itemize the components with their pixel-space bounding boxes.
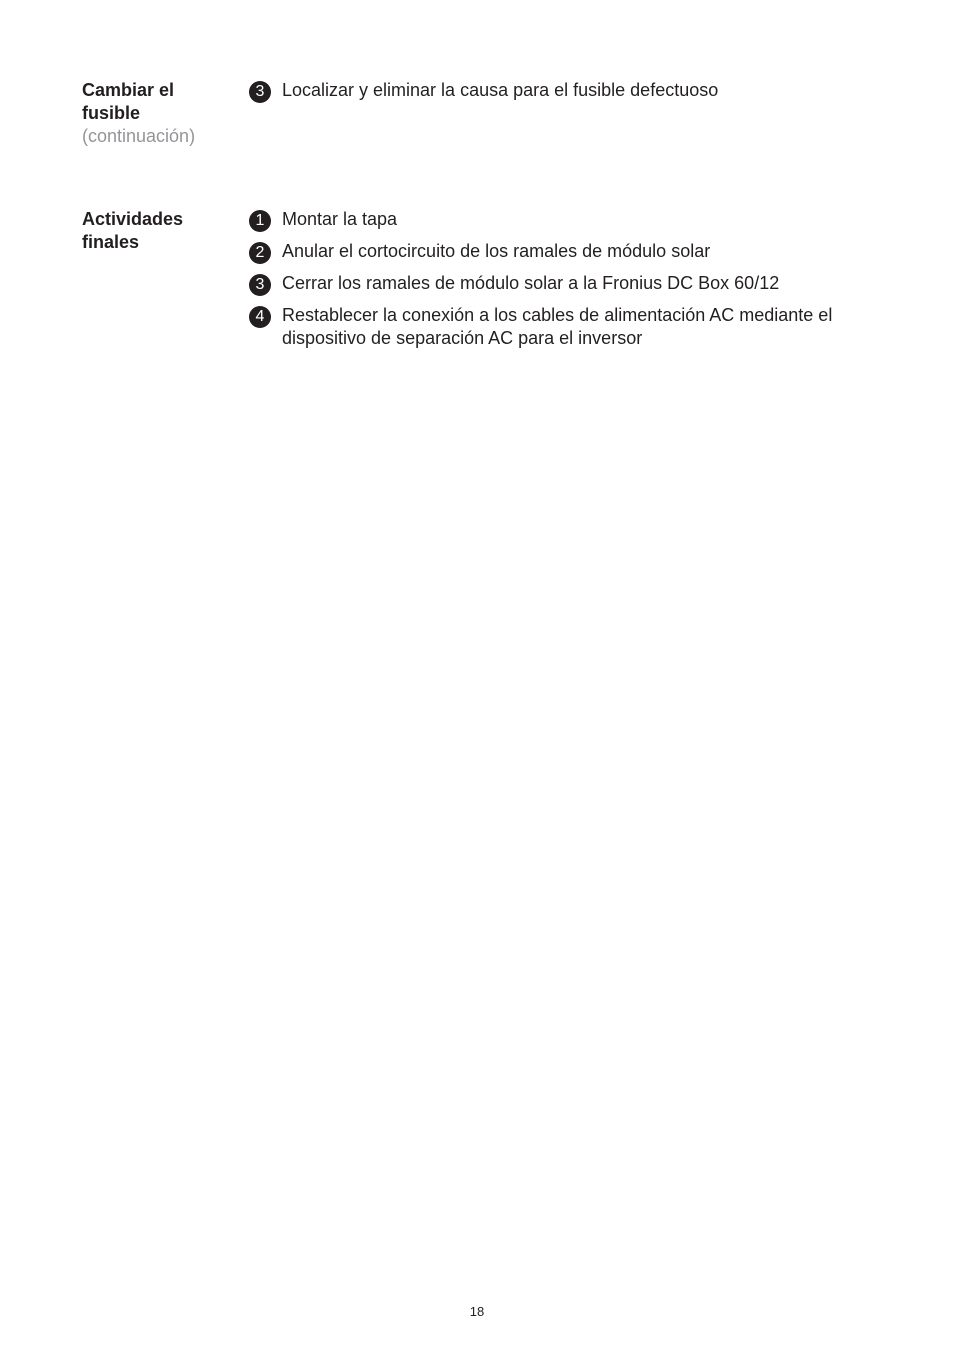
step-item [249,208,889,231]
step-text: Anular el cortocircuito de los ramales de módulo solar [282,241,711,261]
final-activities-steps [249,208,889,359]
fuse-change-heading [82,79,232,148]
fuse-change-steps [249,79,889,111]
final-activities-heading-line1: Actividades [82,209,184,229]
page-number: 18 [469,1304,485,1319]
fuse-change-heading-continuation: (continuación) [82,126,196,146]
fuse-change-heading-line1: Cambiar el [82,80,175,100]
step-text: Montar la tapa [282,209,398,229]
step-number-badge: 1 [249,210,271,232]
final-activities-heading-line2: finales [82,232,140,252]
step-number-badge: 2 [249,242,271,264]
step-item [249,240,889,263]
step-text: Cerrar los ramales de módulo solar a la Fronius DC Box 60/12 [282,273,780,293]
step-text: Restablecer la conexión a los cables de alimentación AC mediante el dispositivo de separación AC para el inversor [282,305,833,348]
step-item [249,304,889,350]
step-number-badge: 3 [249,274,271,296]
step-number-badge: 3 [249,81,271,103]
step-text: Localizar y eliminar la causa para el fusible defectuoso [282,80,719,100]
fuse-change-heading-line2: fusible [82,103,141,123]
step-number-badge: 4 [249,306,271,328]
step-item [249,79,889,102]
step-item [249,272,889,295]
final-activities-heading [82,208,232,254]
